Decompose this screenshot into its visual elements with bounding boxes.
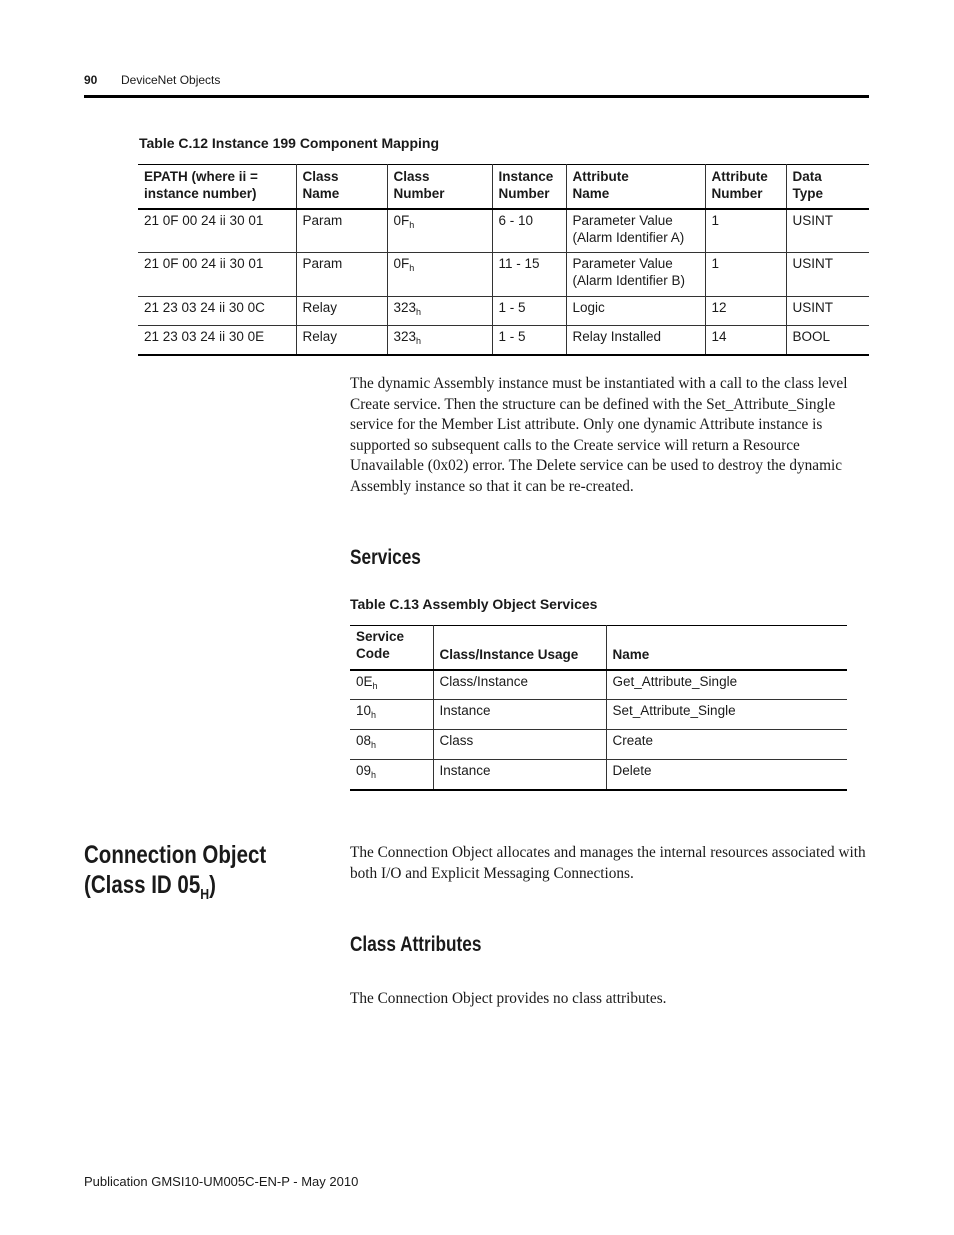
table-header-row bbox=[350, 626, 847, 670]
cell-data-type: BOOL bbox=[786, 326, 869, 355]
table-c12 bbox=[138, 164, 869, 356]
cell-attribute-number: 12 bbox=[705, 297, 786, 326]
column-header-data-type: Data Type bbox=[786, 165, 869, 209]
cell-class-name: Relay bbox=[296, 297, 387, 326]
cell-class-number: $323_h$ bbox=[387, 297, 492, 326]
connection-object-title: Connection Object (Class ID $05_H$) bbox=[84, 841, 267, 903]
running-header: DeviceNet Objects bbox=[121, 73, 221, 87]
column-header-attribute-name: Attribute Name bbox=[566, 165, 705, 209]
table-row bbox=[138, 326, 869, 355]
cell-service-code: $10_h$ bbox=[356, 703, 377, 720]
cell-epath: 21 0F 00 24 ii 30 01 bbox=[144, 256, 264, 271]
class-attributes-paragraph: The Connection Object provides no class attributes. bbox=[350, 990, 667, 1007]
cell-class-name: Param bbox=[296, 209, 387, 253]
cell-attribute-number: 14 bbox=[705, 326, 786, 355]
cell-usage: Class bbox=[433, 730, 606, 760]
cell-class-name: Param bbox=[296, 253, 387, 297]
header-rule bbox=[84, 95, 869, 98]
table-row bbox=[138, 253, 869, 297]
footer-publication: Publication GMSI10-UM005C-EN-P - May 2010 bbox=[84, 1174, 359, 1189]
table-c13-caption: Table C.13 Assembly Object Services bbox=[350, 596, 598, 612]
cell-attribute-name: Relay Installed bbox=[566, 326, 705, 355]
column-header-name: Name bbox=[606, 626, 847, 670]
cell-instance: 1 - 5 bbox=[492, 297, 566, 326]
cell-class-number: $0F_h$ bbox=[387, 209, 492, 253]
cell-service-name: Set_Attribute_Single bbox=[606, 700, 847, 730]
cell-service-name: Create bbox=[606, 730, 847, 760]
column-header-attribute-number: Attribute Number bbox=[705, 165, 786, 209]
table-row bbox=[350, 670, 847, 700]
cell-epath: 21 0F 00 24 ii 30 01 bbox=[144, 212, 264, 228]
column-header-class-name: Class Name bbox=[296, 165, 387, 209]
class-attributes-heading: Class Attributes bbox=[350, 933, 482, 956]
cell-instance: 11 - 15 bbox=[492, 253, 566, 297]
cell-epath: 21 23 03 24 ii 30 0C bbox=[144, 300, 265, 315]
page-number: 90 bbox=[84, 73, 98, 87]
cell-service-name: Get_Attribute_Single bbox=[606, 670, 847, 700]
cell-class-number: $0F_h$ bbox=[387, 253, 492, 297]
column-header-instance-number: Instance Number bbox=[492, 165, 566, 209]
cell-attribute-number: 1 bbox=[705, 253, 786, 297]
services-heading: Services bbox=[350, 546, 421, 569]
cell-class-name: Relay bbox=[296, 326, 387, 355]
connection-object-paragraph: The Connection Object allocates and manages the internal resources associated with both I/O and Explicit Messaging Connections. bbox=[350, 844, 866, 882]
cell-service-name: Delete bbox=[606, 760, 847, 790]
cell-attribute-name: Parameter Value (Alarm Identifier A) bbox=[566, 209, 705, 253]
column-header-epath: EPATH (where ii = instance number) bbox=[144, 169, 258, 201]
cell-epath: 21 23 03 24 ii 30 0E bbox=[144, 329, 265, 344]
dynamic-assembly-paragraph: The dynamic Assembly instance must be instantiated with a call to the class level Create service. Then the structure can be defined with the Set_Attribute_Single service for the Member List attribute. Only one dynamic Attribute instance is supported so subsequent calls to the Create service will return a Resource Unavailable (0x02) error. The Delete service can be used to destroy the dynamic Assembly instance so that it can be re-created. bbox=[350, 375, 848, 495]
table-row bbox=[350, 760, 847, 790]
cell-usage: Class/Instance bbox=[433, 670, 606, 700]
column-header-class-number: Class Number bbox=[387, 165, 492, 209]
cell-service-code: $08_h$ bbox=[356, 733, 377, 750]
column-header-usage: Class/Instance Usage bbox=[433, 626, 606, 670]
cell-service-code: $0E_h$ bbox=[356, 673, 378, 691]
table-c13 bbox=[350, 625, 847, 791]
cell-class-number: $323_h$ bbox=[387, 326, 492, 355]
cell-data-type: USINT bbox=[786, 253, 869, 297]
cell-attribute-number: 1 bbox=[705, 209, 786, 253]
table-row bbox=[138, 209, 869, 253]
cell-data-type: USINT bbox=[786, 297, 869, 326]
cell-attribute-name: Parameter Value (Alarm Identifier B) bbox=[566, 253, 705, 297]
cell-usage: Instance bbox=[433, 760, 606, 790]
cell-usage: Instance bbox=[433, 700, 606, 730]
table-header-row bbox=[138, 165, 869, 209]
table-row bbox=[138, 297, 869, 326]
table-row bbox=[350, 700, 847, 730]
cell-data-type: USINT bbox=[786, 209, 869, 253]
cell-instance: 6 - 10 bbox=[492, 209, 566, 253]
table-c12-caption: Table C.12 Instance 199 Component Mapping bbox=[139, 135, 440, 151]
column-header-service-code: Service Code bbox=[356, 629, 405, 661]
table-row bbox=[350, 730, 847, 760]
cell-service-code: $09_h$ bbox=[356, 763, 377, 780]
cell-instance: 1 - 5 bbox=[492, 326, 566, 355]
cell-attribute-name: Logic bbox=[566, 297, 705, 326]
